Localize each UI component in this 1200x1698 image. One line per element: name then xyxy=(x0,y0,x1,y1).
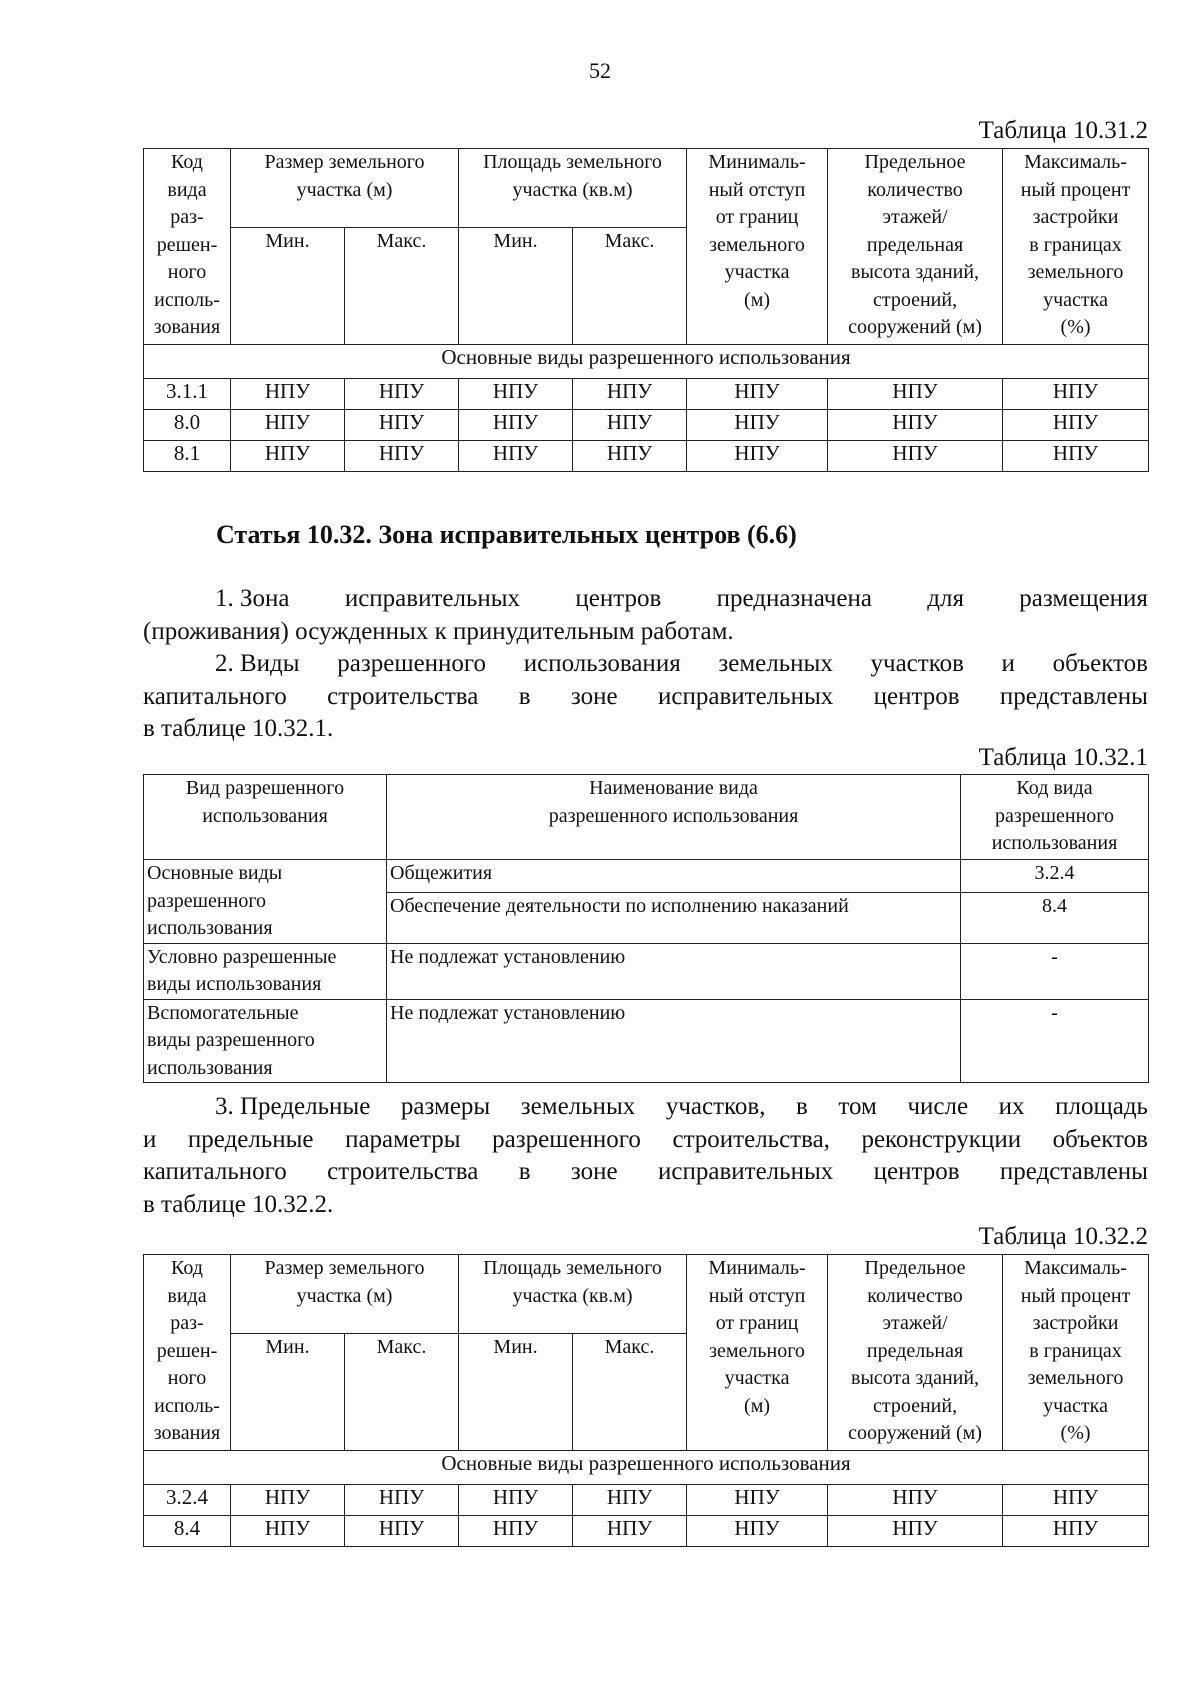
header-code xyxy=(961,775,1149,860)
header-line: решен- xyxy=(156,1339,218,1362)
word: числе xyxy=(907,1093,969,1120)
row-value: НПУ xyxy=(459,1516,573,1547)
row-value: НПУ xyxy=(573,441,687,472)
header-line: застройки xyxy=(1032,206,1119,228)
word: исправительных xyxy=(658,682,834,710)
header-code xyxy=(144,1255,231,1451)
article-title: Статья 10.32. Зона исправительных центров (6.6) xyxy=(216,520,797,549)
section-label: Основные виды разрешенного использования xyxy=(144,1451,1149,1485)
header-line: сооружений (м) xyxy=(848,316,982,338)
p2-line3: в таблице 10.32.1. xyxy=(143,715,334,742)
header-line: зования xyxy=(153,316,221,338)
row-code: 8.0 xyxy=(144,410,231,441)
header-line: Код xyxy=(171,1257,203,1279)
header-floors xyxy=(828,149,1003,345)
header-line: Предельное xyxy=(864,151,966,173)
row-value: НПУ xyxy=(345,441,459,472)
header-line: участка (м) xyxy=(296,1284,393,1307)
p3-line4: в таблице 10.32.2. xyxy=(143,1190,334,1218)
header-line: (м) xyxy=(744,288,771,311)
header-line: разрешенного xyxy=(994,804,1115,827)
word: том xyxy=(838,1093,877,1120)
group-label xyxy=(144,943,387,999)
header-line: Вид разрешенного xyxy=(185,777,345,799)
table-row xyxy=(144,999,1149,1083)
word: размещения xyxy=(1019,585,1148,612)
row-code: 8.1 xyxy=(144,441,231,472)
p3-line3 xyxy=(143,1156,1148,1189)
header-line: ный отступ xyxy=(708,178,806,201)
word: параметры xyxy=(345,1125,461,1153)
header-size xyxy=(231,1255,459,1334)
row-value: НПУ xyxy=(573,410,687,441)
table-10-32-2 xyxy=(143,1254,1149,1547)
header-line: исполь- xyxy=(154,288,220,311)
header-line: (м) xyxy=(744,1394,771,1417)
header-line: этажей/ xyxy=(882,206,948,228)
word: реконструкции xyxy=(861,1125,1022,1153)
header-line: строений, xyxy=(872,1394,958,1417)
table-body xyxy=(144,379,1149,472)
word: участков, xyxy=(665,1093,766,1120)
header-size-min: Мин. xyxy=(231,228,345,345)
group-label-line: Основные виды xyxy=(147,862,283,884)
row-value: НПУ xyxy=(459,1485,573,1516)
row-code: 3.2.4 xyxy=(144,1485,231,1516)
header-line: сооружений (м) xyxy=(848,1422,982,1444)
header-line: вида xyxy=(167,1284,207,1307)
word: разрешенного xyxy=(492,1125,641,1153)
header-line: застройки xyxy=(1032,1312,1119,1334)
group-label-line: виды использования xyxy=(147,973,322,995)
header-line: использования xyxy=(202,804,328,827)
header-line: Размер земельного xyxy=(264,1257,425,1279)
word: зоне xyxy=(570,682,618,710)
table-10-31-2 xyxy=(143,148,1149,472)
word: исправительных xyxy=(344,585,521,612)
row-code: 3.1.1 xyxy=(144,379,231,410)
table-row xyxy=(144,860,1149,893)
row-value: НПУ xyxy=(231,410,345,441)
header-line: решен- xyxy=(156,233,218,256)
table-10-32-1 xyxy=(143,774,1149,1083)
table-10-32-1-caption: Таблица 10.32.1 xyxy=(978,744,1148,771)
row-value: НПУ xyxy=(1003,1516,1149,1547)
header-line: участка (кв.м) xyxy=(512,1284,633,1307)
row-value: НПУ xyxy=(828,410,1003,441)
header-line: предельная xyxy=(866,233,964,256)
row-value: НПУ xyxy=(573,379,687,410)
word: капитального xyxy=(143,1158,287,1185)
header-line: Код xyxy=(171,151,203,173)
word: и xyxy=(1001,650,1015,677)
header-area xyxy=(459,149,687,228)
word: представлены xyxy=(999,682,1148,710)
header-area-min: Мин. xyxy=(459,1334,573,1451)
word: разрешенного xyxy=(337,650,487,677)
header-line: Минималь- xyxy=(708,151,806,173)
header-line: количество xyxy=(867,1284,963,1307)
word: строительства xyxy=(327,1158,479,1185)
word: для xyxy=(927,585,964,612)
row-value: НПУ xyxy=(687,410,828,441)
word: центров xyxy=(575,585,662,612)
row-value: НПУ xyxy=(1003,379,1149,410)
header-kind xyxy=(144,775,387,860)
row-value: НПУ xyxy=(345,379,459,410)
word: в xyxy=(518,1158,531,1185)
group-label-line: виды разрешенного xyxy=(147,1029,315,1051)
use-code: 8.4 xyxy=(961,892,1149,943)
word: строительства xyxy=(327,682,479,710)
row-value: НПУ xyxy=(459,410,573,441)
row-value: НПУ xyxy=(459,441,573,472)
header-line: зования xyxy=(153,1422,221,1444)
word: в xyxy=(518,682,531,710)
word: зоне xyxy=(570,1158,618,1185)
header-line: участка xyxy=(724,261,790,283)
header-line: участка xyxy=(1043,1394,1108,1417)
group-label-line: Вспомогательные xyxy=(147,1001,299,1024)
header-name xyxy=(387,775,961,860)
header-coverage xyxy=(1003,149,1149,345)
table-row xyxy=(144,379,1149,410)
section-label: Основные виды разрешенного использования xyxy=(144,345,1149,379)
row-value: НПУ xyxy=(459,379,573,410)
word: земельных xyxy=(520,1093,636,1120)
use-code: - xyxy=(961,943,1149,999)
use-code: - xyxy=(961,999,1149,1083)
row-value: НПУ xyxy=(231,379,345,410)
row-value: НПУ xyxy=(573,1485,687,1516)
table-body xyxy=(144,860,1149,1083)
row-value: НПУ xyxy=(828,379,1003,410)
row-value: НПУ xyxy=(687,1516,828,1547)
group-label-line: использования xyxy=(147,1056,273,1079)
article-paragraphs xyxy=(143,583,1148,746)
header-line: Наименование вида xyxy=(589,777,758,799)
header-line: земельного xyxy=(709,233,805,256)
header-line: от границ xyxy=(715,1312,799,1334)
table-row xyxy=(144,441,1149,472)
table-10-31-2-caption: Таблица 10.31.2 xyxy=(978,117,1148,144)
row-value: НПУ xyxy=(345,410,459,441)
header-setback xyxy=(687,149,828,345)
use-name: Не подлежат установлению xyxy=(387,943,961,999)
row-value: НПУ xyxy=(828,1516,1003,1547)
word: строительства, xyxy=(672,1125,830,1153)
header-line: (%) xyxy=(1060,316,1091,338)
header-line: ный отступ xyxy=(708,1284,806,1307)
word: 1. Зона xyxy=(215,585,290,612)
header-line: Максималь- xyxy=(1024,1257,1127,1279)
row-value: НПУ xyxy=(828,441,1003,472)
word: их xyxy=(998,1093,1025,1120)
header-line: исполь- xyxy=(154,1394,220,1417)
word: использования xyxy=(523,650,681,677)
group-label xyxy=(144,860,387,944)
header-line: ный процент xyxy=(1020,1284,1131,1307)
table-10-32-2-caption: Таблица 10.32.2 xyxy=(978,1223,1148,1250)
p3-line1 xyxy=(143,1091,1148,1124)
word: предельные xyxy=(187,1125,314,1153)
header-coverage xyxy=(1003,1255,1149,1451)
header-line: (%) xyxy=(1060,1422,1091,1444)
header-line: количество xyxy=(867,178,963,201)
word: объектов xyxy=(1052,1125,1148,1153)
word: участков xyxy=(870,650,964,677)
header-line: участка (м) xyxy=(296,178,393,201)
header-line: земельного xyxy=(1027,1367,1124,1389)
header-size-min: Мин. xyxy=(231,1334,345,1451)
use-name: Обеспечение деятельности по исполнению наказаний xyxy=(387,892,961,943)
header-line: использования xyxy=(991,832,1118,854)
row-value: НПУ xyxy=(687,441,828,472)
word: центров xyxy=(873,1158,960,1185)
row-value: НПУ xyxy=(687,1485,828,1516)
table-row xyxy=(144,1485,1149,1516)
header-line: участка xyxy=(1043,288,1108,311)
header-line: Размер земельного xyxy=(264,151,425,173)
p2-line1 xyxy=(143,648,1148,681)
header-line: участка xyxy=(724,1367,790,1389)
use-code: 3.2.4 xyxy=(961,860,1149,893)
header-line: Предельное xyxy=(864,1257,966,1279)
header-area-max: Макс. xyxy=(573,1334,687,1451)
table-row xyxy=(144,943,1149,999)
group-label xyxy=(144,999,387,1083)
row-value: НПУ xyxy=(573,1516,687,1547)
row-value: НПУ xyxy=(1003,441,1149,472)
header-line: раз- xyxy=(170,1312,204,1334)
row-value: НПУ xyxy=(1003,410,1149,441)
header-area xyxy=(459,1255,687,1334)
word: капитального xyxy=(143,682,287,710)
header-line: этажей/ xyxy=(882,1312,948,1334)
word: центров xyxy=(873,682,960,710)
header-line: ного xyxy=(167,261,207,283)
word: земельных xyxy=(718,650,833,677)
header-line: вида xyxy=(167,178,207,201)
word: размеры xyxy=(400,1093,491,1120)
header-line: Минималь- xyxy=(708,1257,806,1279)
group-label-line: разрешенного xyxy=(147,889,267,912)
word: предназначена xyxy=(716,585,872,612)
header-line: предельная xyxy=(866,1339,964,1362)
paragraph-3 xyxy=(143,1091,1148,1221)
p1-line1 xyxy=(143,583,1148,616)
p3-line2 xyxy=(143,1124,1148,1157)
row-value: НПУ xyxy=(345,1485,459,1516)
word: в xyxy=(796,1093,808,1120)
use-name: Общежития xyxy=(387,860,961,893)
header-line: высота зданий, xyxy=(851,1367,980,1389)
table-row xyxy=(144,1516,1149,1547)
word: исправительных xyxy=(658,1158,834,1185)
row-value: НПУ xyxy=(687,379,828,410)
row-value: НПУ xyxy=(1003,1485,1149,1516)
p2-line2 xyxy=(143,681,1148,714)
header-size-max: Макс. xyxy=(345,1334,459,1451)
header-line: Площадь земельного xyxy=(483,151,662,173)
row-value: НПУ xyxy=(231,1485,345,1516)
header-line: Максималь- xyxy=(1024,151,1127,173)
header-line: раз- xyxy=(170,206,204,228)
page-number: 52 xyxy=(589,58,611,83)
table-row xyxy=(144,410,1149,441)
use-name: Не подлежат установлению xyxy=(387,999,961,1083)
header-floors xyxy=(828,1255,1003,1451)
table-body xyxy=(144,1485,1149,1547)
header-area-max: Макс. xyxy=(573,228,687,345)
header-line: строений, xyxy=(872,288,958,311)
p1-line2: (проживания) осужденных к принудительным работам. xyxy=(143,617,734,645)
header-line: земельного xyxy=(709,1339,805,1362)
header-line: ного xyxy=(167,1367,207,1389)
header-setback xyxy=(687,1255,828,1451)
header-line: высота зданий, xyxy=(851,261,980,283)
header-line: от границ xyxy=(715,206,799,228)
group-label-line: использования xyxy=(147,917,273,939)
header-line: Код вида xyxy=(1016,777,1093,799)
row-value: НПУ xyxy=(231,1516,345,1547)
header-size xyxy=(231,149,459,228)
word: объектов xyxy=(1052,650,1148,677)
header-line: земельного xyxy=(1027,261,1124,283)
row-value: НПУ xyxy=(828,1485,1003,1516)
word: представлены xyxy=(999,1158,1148,1185)
header-area-min: Мин. xyxy=(459,228,573,345)
row-code: 8.4 xyxy=(144,1516,231,1547)
header-size-max: Макс. xyxy=(345,228,459,345)
header-line: в границах xyxy=(1029,1339,1122,1362)
header-code xyxy=(144,149,231,345)
header-line: Площадь земельного xyxy=(483,1257,662,1279)
row-value: НПУ xyxy=(231,441,345,472)
word: площадь xyxy=(1055,1093,1148,1120)
row-value: НПУ xyxy=(345,1516,459,1547)
word: и xyxy=(143,1125,157,1153)
header-line: разрешенного использования xyxy=(548,804,799,827)
header-line: в границах xyxy=(1029,233,1122,256)
word: 3. Предельные xyxy=(215,1093,371,1120)
header-line: участка (кв.м) xyxy=(512,178,633,201)
group-label-line: Условно разрешенные xyxy=(147,945,337,968)
word: 2. Виды xyxy=(215,650,300,677)
header-line: ный процент xyxy=(1020,178,1131,201)
